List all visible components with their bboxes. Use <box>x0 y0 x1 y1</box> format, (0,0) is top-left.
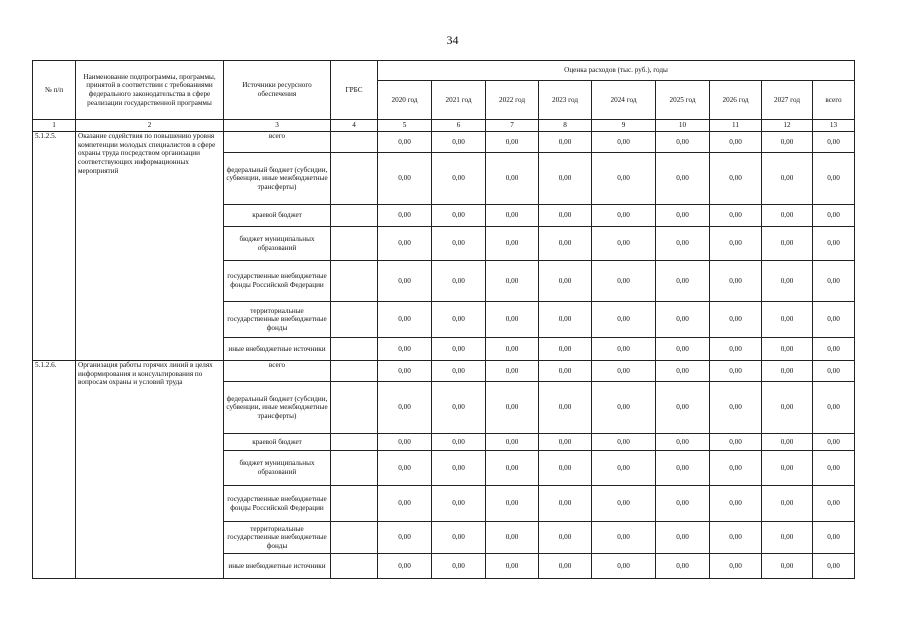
value-cell: 0,00 <box>592 434 656 451</box>
value-cell: 0,00 <box>656 153 710 205</box>
header-grbs: ГРБС <box>331 61 378 120</box>
value-cell: 0,00 <box>486 434 539 451</box>
expense-table <box>32 60 855 579</box>
grbs-cell <box>331 522 378 554</box>
value-cell: 0,00 <box>486 361 539 382</box>
value-cell: 0,00 <box>710 486 762 522</box>
value-cell: 0,00 <box>539 153 592 205</box>
funding-source: государственные внебюджетные фонды Российской Федерации <box>224 486 331 522</box>
value-cell: 0,00 <box>378 554 432 579</box>
value-cell: 0,00 <box>656 302 710 338</box>
value-cell: 0,00 <box>378 132 432 153</box>
column-number: 5 <box>378 120 432 132</box>
value-cell: 0,00 <box>592 522 656 554</box>
value-cell: 0,00 <box>762 486 813 522</box>
value-cell: 0,00 <box>710 522 762 554</box>
value-cell: 0,00 <box>432 132 486 153</box>
header-year: 2020 год <box>378 81 432 120</box>
value-cell: 0,00 <box>813 338 855 361</box>
value-cell: 0,00 <box>378 522 432 554</box>
value-cell: 0,00 <box>486 153 539 205</box>
value-cell: 0,00 <box>432 486 486 522</box>
value-cell: 0,00 <box>378 153 432 205</box>
funding-source: территориальные государственные внебюджетные фонды <box>224 302 331 338</box>
value-cell: 0,00 <box>813 451 855 486</box>
value-cell: 0,00 <box>762 261 813 302</box>
funding-source: федеральный бюджет (субсидии, субвенции, иные межбюджетные трансферты) <box>224 153 331 205</box>
value-cell: 0,00 <box>592 338 656 361</box>
column-number: 6 <box>432 120 486 132</box>
value-cell: 0,00 <box>432 227 486 261</box>
value-cell: 0,00 <box>432 434 486 451</box>
value-cell: 0,00 <box>656 227 710 261</box>
item-number: 5.1.2.6. <box>33 361 76 579</box>
header-source: Источники ресурсного обеспечения <box>224 61 331 120</box>
value-cell: 0,00 <box>378 486 432 522</box>
value-cell: 0,00 <box>432 522 486 554</box>
grbs-cell <box>331 361 378 382</box>
value-cell: 0,00 <box>486 382 539 434</box>
value-cell: 0,00 <box>539 554 592 579</box>
value-cell: 0,00 <box>592 205 656 227</box>
value-cell: 0,00 <box>486 227 539 261</box>
value-cell: 0,00 <box>656 434 710 451</box>
item-name: Организация работы горячих линий в целях информирования и консультирования по вопросам охраны и условий труда <box>76 361 224 579</box>
value-cell: 0,00 <box>486 451 539 486</box>
value-cell: 0,00 <box>762 522 813 554</box>
funding-source: всего <box>224 132 331 153</box>
value-cell: 0,00 <box>432 382 486 434</box>
value-cell: 0,00 <box>710 227 762 261</box>
value-cell: 0,00 <box>710 153 762 205</box>
grbs-cell <box>331 382 378 434</box>
funding-source: территориальные государственные внебюджетные фонды <box>224 522 331 554</box>
value-cell: 0,00 <box>378 361 432 382</box>
value-cell: 0,00 <box>710 205 762 227</box>
column-number: 11 <box>710 120 762 132</box>
value-cell: 0,00 <box>710 451 762 486</box>
header-year: 2026 год <box>710 81 762 120</box>
value-cell: 0,00 <box>592 361 656 382</box>
value-cell: 0,00 <box>539 522 592 554</box>
funding-source: бюджет муниципальных образований <box>224 227 331 261</box>
value-cell: 0,00 <box>592 227 656 261</box>
funding-source: иные внебюджетные источники <box>224 554 331 579</box>
value-cell: 0,00 <box>539 338 592 361</box>
value-cell: 0,00 <box>539 261 592 302</box>
value-cell: 0,00 <box>762 132 813 153</box>
value-cell: 0,00 <box>486 302 539 338</box>
value-cell: 0,00 <box>813 132 855 153</box>
value-cell: 0,00 <box>486 338 539 361</box>
value-cell: 0,00 <box>486 132 539 153</box>
value-cell: 0,00 <box>813 554 855 579</box>
header-year: всего <box>813 81 855 120</box>
value-cell: 0,00 <box>656 486 710 522</box>
value-cell: 0,00 <box>710 261 762 302</box>
value-cell: 0,00 <box>378 227 432 261</box>
value-cell: 0,00 <box>539 205 592 227</box>
column-number: 3 <box>224 120 331 132</box>
funding-source: государственные внебюджетные фонды Российской Федерации <box>224 261 331 302</box>
value-cell: 0,00 <box>762 227 813 261</box>
value-cell: 0,00 <box>486 554 539 579</box>
funding-source: краевой бюджет <box>224 434 331 451</box>
value-cell: 0,00 <box>539 382 592 434</box>
value-cell: 0,00 <box>813 434 855 451</box>
table-row <box>33 132 855 153</box>
funding-source: бюджет муниципальных образований <box>224 451 331 486</box>
value-cell: 0,00 <box>432 302 486 338</box>
page-number: 34 <box>446 33 459 47</box>
column-number: 7 <box>486 120 539 132</box>
funding-source: краевой бюджет <box>224 205 331 227</box>
value-cell: 0,00 <box>762 451 813 486</box>
value-cell: 0,00 <box>813 153 855 205</box>
value-cell: 0,00 <box>656 338 710 361</box>
value-cell: 0,00 <box>656 261 710 302</box>
value-cell: 0,00 <box>762 361 813 382</box>
value-cell: 0,00 <box>539 302 592 338</box>
funding-source: федеральный бюджет (субсидии, субвенции, иные межбюджетные трансферты) <box>224 382 331 434</box>
header-num: № п/п <box>33 61 76 120</box>
value-cell: 0,00 <box>656 522 710 554</box>
value-cell: 0,00 <box>592 382 656 434</box>
header-name: Наименование подпрограммы, программы, принятой в соответствии с требованиями федерального законодательства в сфере реализации государственной программы <box>76 61 224 120</box>
value-cell: 0,00 <box>432 261 486 302</box>
column-number: 13 <box>813 120 855 132</box>
grbs-cell <box>331 451 378 486</box>
header-year: 2023 год <box>539 81 592 120</box>
value-cell: 0,00 <box>710 338 762 361</box>
grbs-cell <box>331 132 378 153</box>
value-cell: 0,00 <box>656 451 710 486</box>
value-cell: 0,00 <box>710 554 762 579</box>
column-number: 12 <box>762 120 813 132</box>
column-number: 8 <box>539 120 592 132</box>
value-cell: 0,00 <box>539 434 592 451</box>
value-cell: 0,00 <box>813 522 855 554</box>
value-cell: 0,00 <box>762 382 813 434</box>
funding-source: иные внебюджетные источники <box>224 338 331 361</box>
header-year: 2022 год <box>486 81 539 120</box>
header-year: 2024 год <box>592 81 656 120</box>
value-cell: 0,00 <box>539 451 592 486</box>
grbs-cell <box>331 486 378 522</box>
value-cell: 0,00 <box>656 205 710 227</box>
value-cell: 0,00 <box>486 261 539 302</box>
value-cell: 0,00 <box>539 227 592 261</box>
header-year: 2021 год <box>432 81 486 120</box>
value-cell: 0,00 <box>592 486 656 522</box>
value-cell: 0,00 <box>762 554 813 579</box>
column-number: 10 <box>656 120 710 132</box>
value-cell: 0,00 <box>432 554 486 579</box>
value-cell: 0,00 <box>813 361 855 382</box>
value-cell: 0,00 <box>486 486 539 522</box>
column-number: 1 <box>33 120 76 132</box>
grbs-cell <box>331 205 378 227</box>
value-cell: 0,00 <box>656 361 710 382</box>
column-number: 9 <box>592 120 656 132</box>
value-cell: 0,00 <box>762 153 813 205</box>
value-cell: 0,00 <box>432 361 486 382</box>
value-cell: 0,00 <box>813 302 855 338</box>
value-cell: 0,00 <box>710 382 762 434</box>
value-cell: 0,00 <box>762 205 813 227</box>
value-cell: 0,00 <box>592 153 656 205</box>
value-cell: 0,00 <box>762 302 813 338</box>
item-name: Оказание содействия по повышению уровня компетенции молодых специалистов в сфере охраны труда посредством организации соответствующих информационных мероприятий <box>76 132 224 361</box>
column-number: 2 <box>76 120 224 132</box>
value-cell: 0,00 <box>813 227 855 261</box>
value-cell: 0,00 <box>762 338 813 361</box>
value-cell: 0,00 <box>378 382 432 434</box>
funding-source: всего <box>224 361 331 382</box>
value-cell: 0,00 <box>592 261 656 302</box>
value-cell: 0,00 <box>378 261 432 302</box>
grbs-cell <box>331 434 378 451</box>
grbs-cell <box>331 302 378 338</box>
grbs-cell <box>331 227 378 261</box>
value-cell: 0,00 <box>762 434 813 451</box>
value-cell: 0,00 <box>539 361 592 382</box>
value-cell: 0,00 <box>378 338 432 361</box>
value-cell: 0,00 <box>378 302 432 338</box>
grbs-cell <box>331 261 378 302</box>
grbs-cell <box>331 554 378 579</box>
value-cell: 0,00 <box>656 132 710 153</box>
value-cell: 0,00 <box>710 132 762 153</box>
table-row <box>33 361 855 382</box>
value-cell: 0,00 <box>432 205 486 227</box>
value-cell: 0,00 <box>813 205 855 227</box>
value-cell: 0,00 <box>378 434 432 451</box>
value-cell: 0,00 <box>486 522 539 554</box>
grbs-cell <box>331 338 378 361</box>
value-cell: 0,00 <box>432 451 486 486</box>
value-cell: 0,00 <box>378 451 432 486</box>
value-cell: 0,00 <box>813 486 855 522</box>
header-year: 2027 год <box>762 81 813 120</box>
header-year: 2025 год <box>656 81 710 120</box>
header-estimate: Оценка расходов (тыс. руб.), годы <box>378 61 855 81</box>
value-cell: 0,00 <box>592 451 656 486</box>
value-cell: 0,00 <box>710 302 762 338</box>
value-cell: 0,00 <box>539 486 592 522</box>
value-cell: 0,00 <box>592 132 656 153</box>
value-cell: 0,00 <box>710 434 762 451</box>
value-cell: 0,00 <box>378 205 432 227</box>
value-cell: 0,00 <box>592 302 656 338</box>
column-number: 4 <box>331 120 378 132</box>
value-cell: 0,00 <box>813 261 855 302</box>
value-cell: 0,00 <box>539 132 592 153</box>
value-cell: 0,00 <box>432 153 486 205</box>
value-cell: 0,00 <box>656 554 710 579</box>
value-cell: 0,00 <box>592 554 656 579</box>
value-cell: 0,00 <box>710 361 762 382</box>
value-cell: 0,00 <box>656 382 710 434</box>
grbs-cell <box>331 153 378 205</box>
item-number: 5.1.2.5. <box>33 132 76 361</box>
value-cell: 0,00 <box>486 205 539 227</box>
value-cell: 0,00 <box>432 338 486 361</box>
value-cell: 0,00 <box>813 382 855 434</box>
